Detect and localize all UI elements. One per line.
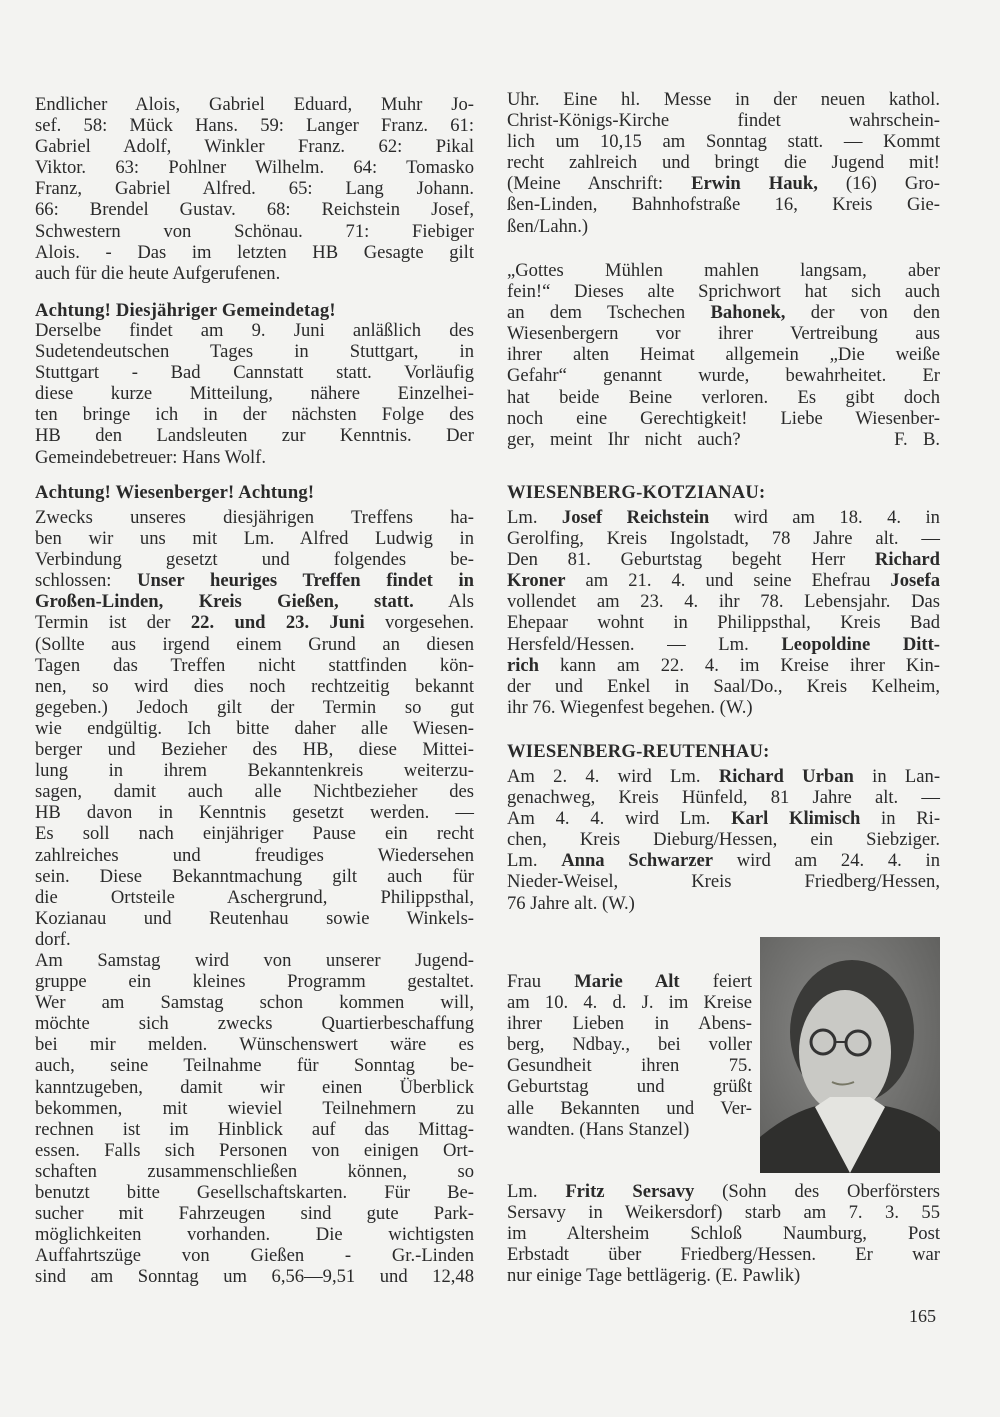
- text-line: [35, 221, 474, 242]
- text-segment: Gefahr“ genannt wurde, bewahrheitet. Er: [507, 365, 940, 387]
- text-line: [35, 802, 474, 823]
- text-segment: zahlreiches und freudiges Wiedersehen: [35, 844, 474, 866]
- text-segment: ihrer Lieben in Abens-: [507, 1013, 752, 1035]
- text-segment: 66: Brendel Gustav. 68: Reichstein Josef,: [35, 199, 474, 221]
- text-line: [507, 152, 940, 173]
- text-line: [507, 89, 940, 110]
- text-segment: nen, so wird dies noch rechtzeitig bekannt: [35, 675, 474, 697]
- heading-kotzianau: WIESENBERG-KOTZIANAU:: [507, 482, 766, 503]
- bold-name: Unser heuriges Treffen findet in: [137, 570, 474, 592]
- text-line: [35, 845, 474, 866]
- text-line: [35, 362, 474, 383]
- text-segment: berger und Bezieher des HB, diese Mittei-: [35, 739, 474, 761]
- text-segment: Gesundheit ihren 75.: [507, 1055, 752, 1077]
- text-line: [507, 549, 940, 570]
- text-segment: hat beide Beine verloren. Es gibt doch: [507, 386, 940, 408]
- text-segment: sind am Sonntag um 6,56—9,51 und 12,48: [35, 1266, 474, 1288]
- text-line: [507, 260, 940, 281]
- paragraph-marie-alt: [507, 971, 752, 1140]
- text-line: [507, 1223, 940, 1244]
- text-line: [35, 570, 474, 591]
- text-line: [35, 425, 474, 446]
- text-segment: (Meine Anschrift:: [507, 173, 692, 195]
- text-segment: auch für die heute Aufgerufenen.: [35, 262, 281, 284]
- text-segment: (Sollte aus irgend einem Grund an diesen: [35, 633, 474, 655]
- text-segment: Schwestern von Schönau. 71: Fiebiger: [35, 220, 474, 242]
- text-line: [35, 115, 474, 136]
- text-segment: ßen/Lahn.): [507, 215, 589, 237]
- portrait-photo-marie-alt: [760, 937, 940, 1173]
- bold-name: Leopoldine Ditt-: [781, 633, 940, 655]
- text-segment: HB den Landsleuten zur Kenntnis. Der: [35, 425, 474, 447]
- text-line: [35, 1013, 474, 1034]
- text-segment: HB davon in Kenntnis gesetzt werden. —: [35, 802, 474, 824]
- text-line: [35, 697, 474, 718]
- text-segment: schaften zusammenschließen können, so: [35, 1160, 474, 1182]
- text-segment: Uhr. Eine hl. Messe in der neuen kathol.: [507, 89, 940, 110]
- text-line: [35, 992, 474, 1013]
- text-segment: benutzt bitte Gesellschaftskarten. Für Be-: [35, 1182, 474, 1204]
- text-segment: rechnen ist im Hinblick auf das Mittag-: [35, 1118, 474, 1140]
- heading-gemeindetag: Achtung! Diesjähriger Gemeindetag!: [35, 300, 336, 321]
- text-line: [507, 697, 940, 718]
- text-segment: Kozianau und Reutenhau sowie Winkels-: [35, 907, 474, 929]
- text-segment: Frau: [507, 971, 575, 992]
- text-segment: wird am 18. 4. in: [709, 507, 940, 528]
- paragraph-gottes-muehlen: [507, 260, 940, 450]
- text-line: [35, 341, 474, 362]
- text-line: [35, 507, 474, 528]
- paragraph-gemeindetag: [35, 320, 474, 468]
- text-line: [507, 1013, 752, 1034]
- bold-name: Richard Urban: [718, 766, 854, 787]
- text-line: [35, 199, 474, 220]
- text-segment: berg, Ndbay., bei voller: [507, 1034, 752, 1056]
- text-line: [35, 908, 474, 929]
- bold-name: Kroner: [507, 570, 566, 592]
- text-segment: sagen, damit auch alle Nichtbezieher des: [35, 781, 474, 803]
- text-segment: schlossen:: [35, 570, 138, 592]
- text-line: [35, 739, 474, 760]
- text-segment: möglichkeiten vorhanden. Die wichtigsten: [35, 1224, 474, 1246]
- text-segment: vollendet am 23. 4. ihr 78. Lebensjahr. Das: [507, 591, 940, 613]
- text-line: [507, 131, 940, 152]
- text-line: [35, 1055, 474, 1076]
- text-segment: Franz, Gabriel Alfred. 65: Lang Johann.: [35, 178, 474, 200]
- text-segment: Als: [413, 591, 474, 613]
- text-segment: Nieder-Weisel, Kreis Friedberg/Hessen,: [507, 871, 940, 893]
- text-segment: an dem Tschechen: [507, 302, 711, 324]
- bold-name: Josef Reichstein: [561, 507, 710, 528]
- text-segment: Den 81. Geburtstag begeht Herr: [507, 549, 875, 571]
- bold-name: Marie Alt: [574, 971, 680, 992]
- bold-name: Karl Klimisch: [731, 808, 861, 830]
- text-segment: Am 4. 4. wird Lm.: [507, 808, 732, 830]
- text-segment: noch eine Gerechtigkeit! Liebe Wiesenber-: [507, 407, 940, 429]
- text-line: [507, 808, 940, 829]
- text-line: [507, 1076, 752, 1097]
- text-line: [507, 110, 940, 131]
- text-line: [35, 263, 474, 284]
- text-segment: recht zahlreich und bringt die Jugend mit!: [507, 152, 940, 174]
- text-line: [35, 1098, 474, 1119]
- text-line: [35, 94, 474, 115]
- text-line: [35, 1245, 474, 1266]
- text-line: [507, 1244, 940, 1265]
- paragraph-sersavy: [507, 1181, 940, 1286]
- text-line: [35, 929, 474, 950]
- text-line: [35, 242, 474, 263]
- text-segment: Lm.: [507, 507, 562, 528]
- text-segment: auch, seine Teilnahme für Sonntag be-: [35, 1055, 474, 1077]
- page-number: 165: [909, 1306, 936, 1326]
- text-line: [35, 676, 474, 697]
- text-segment: ben wir uns mit Lm. Alfred Ludwig in: [35, 528, 474, 550]
- text-segment: gruppe ein kleines Programm gestaltet.: [35, 971, 474, 993]
- heading-reutenhau: WIESENBERG-REUTENHAU:: [507, 741, 770, 762]
- text-segment: die Ortsteile Aschergrund, Philippsthal,: [35, 886, 474, 908]
- text-line: [507, 871, 940, 892]
- text-segment: feiert: [679, 971, 752, 992]
- text-segment: 76 Jahre alt. (W.): [507, 892, 635, 914]
- text-line: [35, 1161, 474, 1182]
- text-segment: kann am 22. 4. im Kreise ihrer Kin-: [539, 654, 940, 676]
- text-line: [507, 344, 940, 365]
- text-line: [507, 387, 940, 408]
- text-line: [507, 1119, 752, 1140]
- text-segment: Gerolfing, Kreis Ingolstadt, 78 Jahre alt. —: [507, 528, 940, 550]
- bold-name: Anna Schwarzer: [561, 850, 713, 872]
- text-line: [507, 173, 940, 194]
- text-segment: Verbindung gesetzt und folgendes be-: [35, 549, 474, 571]
- text-line: [35, 718, 474, 739]
- text-line: [35, 549, 474, 570]
- text-segment: alle Bekannten und Ver-: [507, 1097, 752, 1119]
- text-line: [507, 787, 940, 808]
- text-line: [507, 893, 940, 914]
- text-segment: Am Samstag wird von unserer Jugend-: [35, 950, 474, 971]
- bold-name: Erwin Hauk,: [691, 173, 818, 195]
- text-segment: der von den: [785, 302, 940, 324]
- text-segment: ihrer alten Heimat allgemein „Die weiße: [507, 344, 940, 366]
- text-segment: bekommen, mit wieviel Teilnehmern zu: [35, 1097, 474, 1119]
- text-segment: lung in ihrem Bekanntenkreis weiterzu-: [35, 760, 474, 782]
- text-line: [35, 1266, 474, 1287]
- text-segment: der und Enkel in Saal/Do., Kreis Kelheim,: [507, 675, 940, 697]
- text-line: [35, 823, 474, 844]
- text-line: [35, 1140, 474, 1161]
- text-line: [507, 1181, 940, 1202]
- text-line: [35, 1203, 474, 1224]
- text-segment: Hersfeld/Hessen. — Lm.: [507, 633, 782, 655]
- bold-name: 22. und 23. Juni: [190, 612, 365, 634]
- bold-name: Richard: [874, 549, 940, 571]
- paragraph-kotzianau: [507, 507, 940, 718]
- text-segment: bei mir melden. Wünschenswert wäre es: [35, 1034, 474, 1056]
- paragraph-reutenhau: [507, 766, 940, 914]
- text-line: [35, 178, 474, 199]
- paragraph-samstag: [35, 950, 474, 1288]
- text-line: [507, 1055, 752, 1076]
- text-line: [35, 1077, 474, 1098]
- text-segment: ihr 76. Wiegenfest begehen. (W.): [507, 696, 753, 718]
- text-segment: (16) Gro-: [817, 173, 940, 195]
- text-segment: nur einige Tage bettlägerig. (E. Pawlik): [507, 1265, 801, 1287]
- text-segment: am 21. 4. und seine Ehefrau: [565, 570, 891, 592]
- text-segment: sein. Diese Bekanntmachung gilt auch für: [35, 865, 474, 887]
- bold-name: rich: [507, 654, 540, 676]
- text-line: [35, 634, 474, 655]
- text-line: [507, 634, 940, 655]
- text-segment: (Sohn des Oberförsters: [694, 1181, 940, 1202]
- bold-name: Großen-Linden, Kreis Gießen, statt.: [35, 591, 414, 613]
- text-segment: lich um 10,15 am Sonntag statt. — Kommt: [507, 131, 940, 153]
- text-segment: Stuttgart - Bad Cannstatt statt. Vorläufig: [35, 362, 474, 384]
- text-line: [35, 447, 474, 468]
- bold-name: Fritz Sersavy: [565, 1181, 695, 1202]
- text-segment: ßen-Linden, Bahnhofstraße 16, Kreis Gie-: [507, 194, 940, 216]
- text-line: [507, 408, 940, 429]
- text-segment: gegeben.) Jedoch gilt der Termin so gut: [35, 696, 474, 718]
- text-line: [35, 528, 474, 549]
- text-segment: [741, 429, 895, 450]
- text-line: [35, 655, 474, 676]
- text-line: [35, 591, 474, 612]
- text-line: [35, 157, 474, 178]
- text-segment: Wer am Samstag schon kommen will,: [35, 992, 474, 1014]
- text-segment: Erbstadt über Friedberg/Hessen. Er war: [507, 1244, 940, 1266]
- text-segment: wird am 24. 4. in: [712, 850, 940, 872]
- text-line: [507, 766, 940, 787]
- text-line: [35, 1034, 474, 1055]
- text-segment: F. B.: [894, 428, 941, 450]
- text-segment: in Ri-: [860, 808, 941, 830]
- text-segment: Endlicher Alois, Gabriel Eduard, Muhr Jo-: [35, 94, 474, 115]
- text-segment: Viktor. 63: Pohlner Wilhelm. 64: Tomasko: [35, 157, 474, 179]
- bold-name: Josefa: [890, 570, 940, 592]
- text-line: [35, 950, 474, 971]
- text-segment: in Lan-: [853, 766, 941, 787]
- text-line: [507, 612, 940, 633]
- text-line: [507, 429, 940, 450]
- text-segment: Lm.: [507, 850, 562, 872]
- text-line: [507, 570, 940, 591]
- text-segment: Auffahrtszüge von Gießen - Gr.-Linden: [35, 1245, 474, 1267]
- text-segment: ten bringe ich in der nächsten Folge des: [35, 404, 474, 426]
- text-segment: Derselbe findet am 9. Juni anläßlich des: [35, 320, 474, 341]
- text-line: [507, 1265, 940, 1286]
- text-line: [35, 612, 474, 633]
- text-line: [507, 655, 940, 676]
- text-segment: genachweg, Kreis Hünfeld, 81 Jahre alt. —: [507, 787, 940, 809]
- text-segment: chen, Kreis Dieburg/Hessen, ein Siebziger.: [507, 829, 940, 851]
- text-segment: Geburtstag und grüßt: [507, 1076, 752, 1098]
- text-segment: Gemeindebetreuer: Hans Wolf.: [35, 446, 267, 468]
- text-line: [507, 676, 940, 697]
- text-line: [35, 971, 474, 992]
- paragraph-messe: [507, 89, 940, 237]
- text-segment: Termin ist der: [35, 612, 191, 634]
- text-line: [507, 507, 940, 528]
- text-segment: ger, meint Ihr nicht auch?: [507, 428, 741, 450]
- text-line: [35, 383, 474, 404]
- text-segment: Sudetendeutschen Tages in Stuttgart, in: [35, 341, 474, 363]
- text-segment: möchte sich zwecks Quartierbeschaffung: [35, 1013, 474, 1035]
- text-line: [35, 1119, 474, 1140]
- text-segment: Zwecks unseres diesjährigen Treffens ha-: [35, 507, 474, 528]
- text-segment: vorgesehen.: [364, 612, 474, 634]
- text-segment: dorf.: [35, 928, 71, 950]
- text-segment: sef. 58: Mück Hans. 59: Langer Franz. 61:: [35, 115, 474, 137]
- text-segment: am 10. 4. d. J. im Kreise: [507, 992, 752, 1014]
- text-segment: Am 2. 4. wird Lm.: [507, 766, 719, 787]
- text-line: [35, 404, 474, 425]
- text-line: [507, 194, 940, 215]
- text-line: [35, 1182, 474, 1203]
- text-segment: kanntzugeben, damit wir einen Überblick: [35, 1076, 474, 1098]
- text-segment: Lm.: [507, 1181, 566, 1202]
- text-segment: Gabriel Adolf, Winkler Franz. 62: Pikal: [35, 136, 474, 158]
- text-line: [35, 136, 474, 157]
- text-line: [507, 302, 940, 323]
- text-segment: „Gottes Mühlen mahlen langsam, aber: [507, 260, 940, 281]
- text-line: [507, 1098, 752, 1119]
- text-line: [507, 365, 940, 386]
- text-segment: Christ-Königs-Kirche findet wahrschein-: [507, 110, 940, 132]
- text-line: [507, 992, 752, 1013]
- text-line: [507, 323, 940, 344]
- text-segment: sucher mit Fahrzeugen sind gute Park-: [35, 1203, 474, 1225]
- text-line: [507, 591, 940, 612]
- text-segment: Tagen das Treffen nicht stattfinden kön-: [35, 654, 474, 676]
- text-segment: Es soll nach einjähriger Pause ein recht: [35, 823, 474, 845]
- paragraph-name-list: [35, 94, 474, 284]
- text-segment: Ehepaar wohnt in Philippsthal, Kreis Bad: [507, 612, 940, 634]
- text-line: [507, 1202, 940, 1223]
- portrait-image: [760, 937, 940, 1173]
- text-line: [507, 528, 940, 549]
- text-segment: diese kurze Mitteilung, nähere Einzelhei-: [35, 383, 474, 405]
- text-segment: wie endgültig. Ich bitte daher alle Wiesen-: [35, 717, 474, 739]
- text-line: [35, 320, 474, 341]
- text-line: [507, 829, 940, 850]
- text-segment: Alois. - Das im letzten HB Gesagte gilt: [35, 241, 474, 263]
- text-segment: Sersavy in Weikersdorf) starb am 7. 3. 55: [507, 1202, 940, 1224]
- text-segment: wandten. (Hans Stanzel): [507, 1118, 690, 1140]
- text-line: [35, 887, 474, 908]
- text-line: [35, 1224, 474, 1245]
- text-line: [507, 971, 752, 992]
- text-segment: essen. Falls sich Personen von einigen Ort-: [35, 1139, 474, 1161]
- text-segment: im Altersheim Schloß Naumburg, Post: [507, 1223, 940, 1245]
- text-segment: Wiesenbergern vor ihrer Vertreibung aus: [507, 323, 940, 345]
- text-line: [507, 1034, 752, 1055]
- text-segment: fein!“ Dieses alte Sprichwort hat sich auch: [507, 281, 940, 303]
- text-line: [35, 760, 474, 781]
- text-line: [35, 781, 474, 802]
- paragraph-treffen: [35, 507, 474, 950]
- text-line: [507, 216, 940, 237]
- bold-name: Bahonek,: [710, 302, 786, 324]
- text-line: [35, 866, 474, 887]
- heading-wiesenberger: Achtung! Wiesenberger! Achtung!: [35, 482, 315, 503]
- text-line: [507, 281, 940, 302]
- text-line: [507, 850, 940, 871]
